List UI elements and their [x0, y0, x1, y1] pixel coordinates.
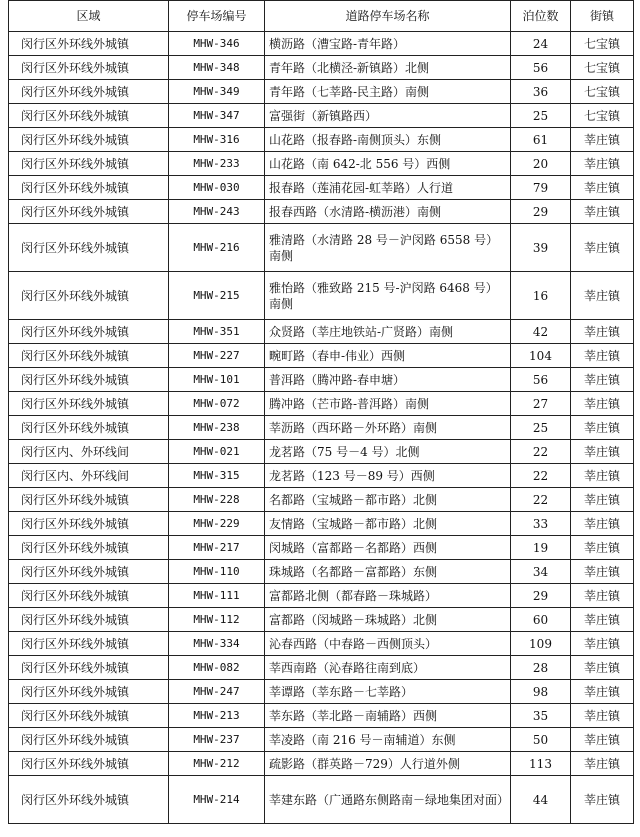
table-row: [9, 152, 634, 176]
cell-street: 莘庄镇: [571, 128, 634, 152]
cell-area: 闵行区外环线外城镇: [9, 32, 169, 56]
cell-street: 莘庄镇: [571, 440, 634, 464]
cell-area: 闵行区外环线外城镇: [9, 368, 169, 392]
cell-code: MHW-112: [169, 608, 265, 632]
table-row: [9, 440, 634, 464]
cell-name: 腾冲路（芒市路-普洱路）南侧: [265, 392, 511, 416]
cell-code: MHW-214: [169, 776, 265, 824]
cell-street: 莘庄镇: [571, 272, 634, 320]
cell-area: 闵行区外环线外城镇: [9, 416, 169, 440]
cell-area: 闵行区内、外环线间: [9, 440, 169, 464]
cell-code: MHW-315: [169, 464, 265, 488]
cell-spaces: 35: [511, 704, 571, 728]
cell-spaces: 29: [511, 584, 571, 608]
cell-street: 莘庄镇: [571, 656, 634, 680]
cell-name: 莘建东路（广通路东侧路南－绿地集团对面）: [265, 776, 511, 824]
cell-street: 莘庄镇: [571, 320, 634, 344]
cell-name: 青年路（北横泾-新镇路）北侧: [265, 56, 511, 80]
cell-spaces: 22: [511, 488, 571, 512]
cell-area: 闵行区外环线外城镇: [9, 320, 169, 344]
cell-code: MHW-082: [169, 656, 265, 680]
cell-area: 闵行区外环线外城镇: [9, 560, 169, 584]
cell-spaces: 25: [511, 104, 571, 128]
table-row: [9, 488, 634, 512]
cell-code: MHW-233: [169, 152, 265, 176]
table-row: [9, 32, 634, 56]
table-row: [9, 344, 634, 368]
cell-name: 名都路（宝城路－都市路）北侧: [265, 488, 511, 512]
cell-name: 疏影路（群英路－729）人行道外侧: [265, 752, 511, 776]
table-row: [9, 536, 634, 560]
cell-code: MHW-110: [169, 560, 265, 584]
cell-spaces: 29: [511, 200, 571, 224]
cell-spaces: 39: [511, 224, 571, 272]
cell-name: 莘西南路（沁春路往南到底）: [265, 656, 511, 680]
cell-name: 莘东路（莘北路－南辅路）西侧: [265, 704, 511, 728]
cell-name: 龙茗路（123 号－89 号）西侧: [265, 464, 511, 488]
cell-spaces: 36: [511, 80, 571, 104]
cell-area: 闵行区外环线外城镇: [9, 632, 169, 656]
header-name: 道路停车场名称: [265, 1, 511, 32]
cell-code: MHW-101: [169, 368, 265, 392]
cell-code: MHW-229: [169, 512, 265, 536]
cell-code: MHW-213: [169, 704, 265, 728]
cell-street: 莘庄镇: [571, 224, 634, 272]
cell-spaces: 98: [511, 680, 571, 704]
cell-name: 青年路（七莘路-民主路）南侧: [265, 80, 511, 104]
cell-street: 莘庄镇: [571, 752, 634, 776]
cell-code: MHW-021: [169, 440, 265, 464]
cell-area: 闵行区外环线外城镇: [9, 488, 169, 512]
cell-street: 七宝镇: [571, 104, 634, 128]
cell-spaces: 113: [511, 752, 571, 776]
cell-area: 闵行区外环线外城镇: [9, 224, 169, 272]
table-row: [9, 512, 634, 536]
cell-area: 闵行区外环线外城镇: [9, 776, 169, 824]
parking-table: [8, 0, 634, 824]
header-street: 街镇: [571, 1, 634, 32]
cell-code: MHW-346: [169, 32, 265, 56]
cell-code: MHW-247: [169, 680, 265, 704]
table-row: [9, 752, 634, 776]
table-row: [9, 680, 634, 704]
cell-spaces: 16: [511, 272, 571, 320]
table-row: [9, 272, 634, 320]
cell-spaces: 34: [511, 560, 571, 584]
cell-street: 莘庄镇: [571, 176, 634, 200]
cell-name: 珠城路（名都路－富都路）东侧: [265, 560, 511, 584]
header-area: 区域: [9, 1, 169, 32]
table-row: [9, 416, 634, 440]
table-row: [9, 584, 634, 608]
table-row: [9, 560, 634, 584]
table-row: [9, 704, 634, 728]
cell-name: 报春路（莲浦花园-虹莘路）人行道: [265, 176, 511, 200]
cell-area: 闵行区外环线外城镇: [9, 56, 169, 80]
cell-spaces: 20: [511, 152, 571, 176]
table-row: [9, 632, 634, 656]
cell-name: 山花路（南 642-北 556 号）西侧: [265, 152, 511, 176]
cell-spaces: 27: [511, 392, 571, 416]
cell-name: 众贤路（莘庄地铁站-广贤路）南侧: [265, 320, 511, 344]
table-row: [9, 392, 634, 416]
cell-spaces: 104: [511, 344, 571, 368]
cell-code: MHW-216: [169, 224, 265, 272]
cell-street: 莘庄镇: [571, 392, 634, 416]
cell-code: MHW-349: [169, 80, 265, 104]
cell-code: MHW-351: [169, 320, 265, 344]
cell-street: 莘庄镇: [571, 560, 634, 584]
cell-name: 富都路（闵城路－珠城路）北侧: [265, 608, 511, 632]
cell-spaces: 22: [511, 464, 571, 488]
cell-name: 莘凌路（南 216 号－南辅道）东侧: [265, 728, 511, 752]
cell-area: 闵行区外环线外城镇: [9, 200, 169, 224]
header-spaces: 泊位数: [511, 1, 571, 32]
cell-area: 闵行区外环线外城镇: [9, 536, 169, 560]
table-body: [9, 32, 634, 824]
cell-spaces: 61: [511, 128, 571, 152]
cell-name: 龙茗路（75 号－4 号）北侧: [265, 440, 511, 464]
cell-code: MHW-217: [169, 536, 265, 560]
cell-spaces: 44: [511, 776, 571, 824]
table-row: [9, 104, 634, 128]
table-row: [9, 80, 634, 104]
table-row: [9, 200, 634, 224]
cell-street: 莘庄镇: [571, 776, 634, 824]
table-row: [9, 464, 634, 488]
cell-code: MHW-227: [169, 344, 265, 368]
table-row: [9, 176, 634, 200]
cell-name: 闵城路（富都路－名都路）西侧: [265, 536, 511, 560]
cell-spaces: 60: [511, 608, 571, 632]
cell-area: 闵行区外环线外城镇: [9, 704, 169, 728]
cell-area: 闵行区外环线外城镇: [9, 752, 169, 776]
cell-area: 闵行区外环线外城镇: [9, 176, 169, 200]
table-row: [9, 128, 634, 152]
cell-name: 莘沥路（西环路－外环路）南侧: [265, 416, 511, 440]
cell-spaces: 33: [511, 512, 571, 536]
cell-code: MHW-237: [169, 728, 265, 752]
header-code: 停车场编号: [169, 1, 265, 32]
cell-spaces: 50: [511, 728, 571, 752]
cell-street: 莘庄镇: [571, 200, 634, 224]
cell-code: MHW-334: [169, 632, 265, 656]
cell-spaces: 22: [511, 440, 571, 464]
cell-area: 闵行区外环线外城镇: [9, 392, 169, 416]
cell-name: 莘谭路（莘东路－七莘路）: [265, 680, 511, 704]
cell-name: 普洱路（腾冲路-春申塘）: [265, 368, 511, 392]
cell-street: 莘庄镇: [571, 464, 634, 488]
cell-spaces: 79: [511, 176, 571, 200]
cell-code: MHW-348: [169, 56, 265, 80]
table-row: [9, 728, 634, 752]
cell-spaces: 25: [511, 416, 571, 440]
cell-area: 闵行区外环线外城镇: [9, 584, 169, 608]
cell-street: 莘庄镇: [571, 152, 634, 176]
table-header-row: [9, 1, 634, 32]
table-row: [9, 56, 634, 80]
table-row: [9, 224, 634, 272]
cell-area: 闵行区外环线外城镇: [9, 512, 169, 536]
cell-street: 莘庄镇: [571, 632, 634, 656]
cell-area: 闵行区外环线外城镇: [9, 128, 169, 152]
table-row: [9, 368, 634, 392]
cell-code: MHW-347: [169, 104, 265, 128]
cell-street: 莘庄镇: [571, 680, 634, 704]
table-row: [9, 608, 634, 632]
cell-code: MHW-111: [169, 584, 265, 608]
cell-street: 莘庄镇: [571, 536, 634, 560]
cell-area: 闵行区内、外环线间: [9, 464, 169, 488]
cell-name: 报春西路（水清路-横沥港）南侧: [265, 200, 511, 224]
cell-street: 莘庄镇: [571, 512, 634, 536]
cell-area: 闵行区外环线外城镇: [9, 608, 169, 632]
cell-name: 横沥路（漕宝路-青年路）: [265, 32, 511, 56]
cell-name: 沁春西路（中春路－西侧顶头）: [265, 632, 511, 656]
cell-code: MHW-316: [169, 128, 265, 152]
cell-street: 七宝镇: [571, 56, 634, 80]
table-row: [9, 320, 634, 344]
cell-spaces: 56: [511, 368, 571, 392]
cell-code: MHW-030: [169, 176, 265, 200]
cell-area: 闵行区外环线外城镇: [9, 656, 169, 680]
cell-area: 闵行区外环线外城镇: [9, 104, 169, 128]
cell-street: 莘庄镇: [571, 344, 634, 368]
cell-area: 闵行区外环线外城镇: [9, 680, 169, 704]
cell-name: 富强街（新镇路西）: [265, 104, 511, 128]
cell-code: MHW-243: [169, 200, 265, 224]
cell-spaces: 42: [511, 320, 571, 344]
cell-code: MHW-072: [169, 392, 265, 416]
cell-area: 闵行区外环线外城镇: [9, 152, 169, 176]
cell-spaces: 56: [511, 56, 571, 80]
table-row: [9, 776, 634, 824]
cell-name: 山花路（报春路-南侧顶头）东侧: [265, 128, 511, 152]
cell-code: MHW-212: [169, 752, 265, 776]
cell-name: 雅清路（水清路 28 号－沪闵路 6558 号）南侧: [265, 224, 511, 272]
cell-area: 闵行区外环线外城镇: [9, 728, 169, 752]
cell-spaces: 19: [511, 536, 571, 560]
cell-area: 闵行区外环线外城镇: [9, 344, 169, 368]
cell-street: 莘庄镇: [571, 584, 634, 608]
cell-spaces: 109: [511, 632, 571, 656]
cell-area: 闵行区外环线外城镇: [9, 80, 169, 104]
cell-name: 雅怡路（雅致路 215 号-沪闵路 6468 号）南侧: [265, 272, 511, 320]
cell-code: MHW-238: [169, 416, 265, 440]
cell-street: 莘庄镇: [571, 368, 634, 392]
cell-code: MHW-228: [169, 488, 265, 512]
table-row: [9, 656, 634, 680]
cell-street: 莘庄镇: [571, 704, 634, 728]
cell-code: MHW-215: [169, 272, 265, 320]
cell-spaces: 28: [511, 656, 571, 680]
cell-spaces: 24: [511, 32, 571, 56]
cell-street: 莘庄镇: [571, 488, 634, 512]
cell-name: 富都路北侧（都春路－珠城路）: [265, 584, 511, 608]
cell-name: 友情路（宝城路－都市路）北侧: [265, 512, 511, 536]
cell-name: 畹町路（春申-伟业）西侧: [265, 344, 511, 368]
cell-street: 莘庄镇: [571, 608, 634, 632]
cell-street: 莘庄镇: [571, 416, 634, 440]
cell-street: 七宝镇: [571, 32, 634, 56]
cell-street: 莘庄镇: [571, 728, 634, 752]
cell-street: 七宝镇: [571, 80, 634, 104]
cell-area: 闵行区外环线外城镇: [9, 272, 169, 320]
